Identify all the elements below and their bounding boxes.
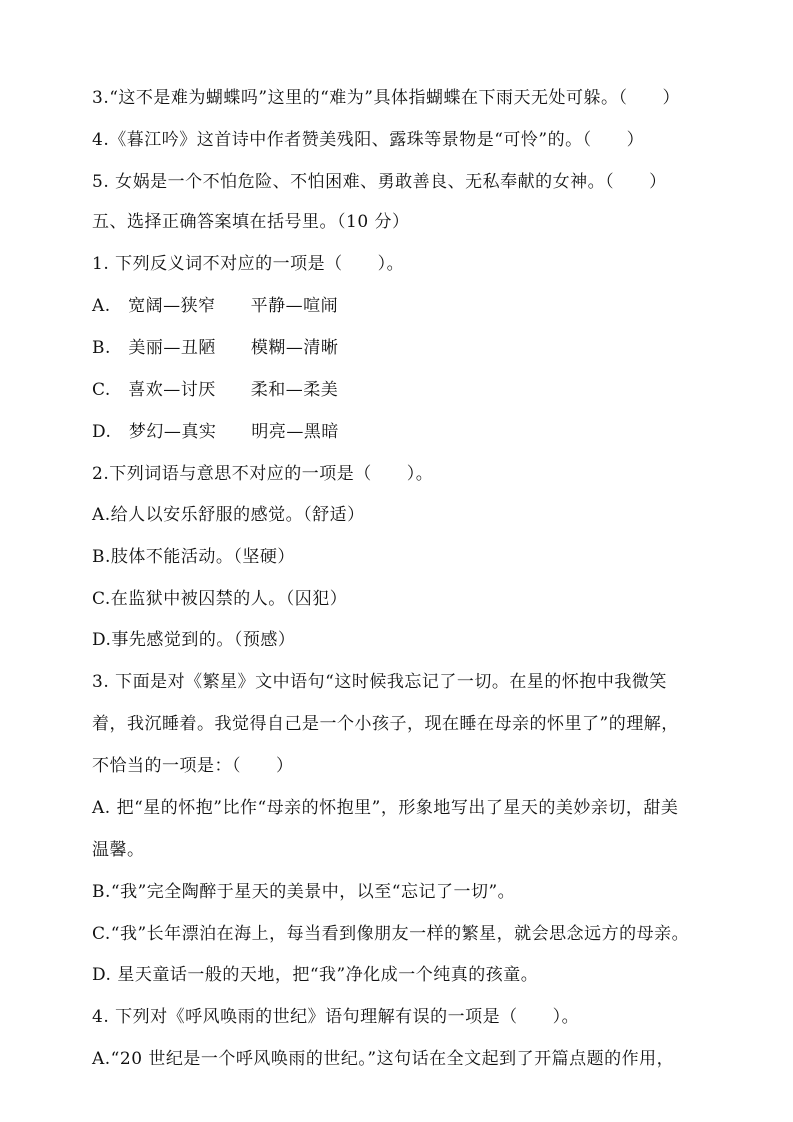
judgement-item-3: 3.“这不是难为蝴蝶吗”这里的“难为”具体指蝴蝶在下雨天无处可躲。（ ） — [92, 88, 680, 108]
question-1-stem: 1. 下列反义词不对应的一项是（ ）。 — [92, 254, 405, 274]
question-3-option-b: B.“我”完全陶醉于星天的美景中，以至“忘记了一切”。 — [92, 882, 516, 902]
question-1-option-c: C. 喜欢—讨厌 柔和—柔美 — [92, 380, 339, 400]
question-2-option-d: D.事先感觉到的。（预感） — [92, 630, 296, 650]
question-4-stem: 4. 下列对《呼风唤雨的世纪》语句理解有误的一项是（ ）。 — [92, 1007, 580, 1027]
question-3-option-a-line-1: A. 把“星的怀抱”比作“母亲的怀抱里”，形象地写出了星天的美妙亲切，甜美 — [92, 798, 679, 818]
question-3-option-c: C.“我”长年漂泊在海上，每当看到像朋友一样的繁星，就会思念远方的母亲。 — [92, 924, 690, 944]
question-3-stem-line-3: 不恰当的一项是：（ ） — [92, 756, 294, 776]
question-3-option-a-line-2: 温馨。 — [92, 840, 145, 860]
question-3-stem-line-1: 3. 下面是对《繁星》文中语句“这时候我忘记了一切。在星的怀抱中我微笑 — [92, 672, 667, 692]
question-2-stem: 2.下列词语与意思不对应的一项是（ ）。 — [92, 464, 434, 484]
question-1-option-b: B. 美丽—丑陋 模糊—清晰 — [92, 338, 339, 358]
question-2-option-b: B.肢体不能活动。（坚硬） — [92, 547, 295, 567]
question-1-option-a: A. 宽阔—狭窄 平静—喧闹 — [92, 296, 339, 316]
question-3-stem-line-2: 着，我沉睡着。我觉得自己是一个小孩子，现在睡在母亲的怀里了”的理解， — [92, 714, 679, 734]
judgement-item-5: 5. 女娲是一个不怕危险、不怕困难、勇敢善良、无私奉献的女神。（ ） — [92, 172, 667, 192]
question-2-option-c: C.在监狱中被囚禁的人。（囚犯） — [92, 589, 348, 609]
section-heading: 五、选择正确答案填在括号里。（10 分） — [92, 212, 410, 232]
question-3-option-d: D. 星天童话一般的天地，把“我”净化成一个纯真的孩童。 — [92, 965, 539, 985]
question-1-option-d: D. 梦幻—真实 明亮—黑暗 — [92, 422, 339, 442]
question-2-option-a: A.给人以安乐舒服的感觉。（舒适） — [92, 505, 365, 525]
judgement-item-4: 4.《暮江吟》这首诗中作者赞美残阳、露珠等景物是“可怜”的。（ ） — [92, 130, 645, 150]
question-4-option-a-line-1: A.“20 世纪是一个呼风唤雨的世纪。”这句话在全文起到了开篇点题的作用， — [92, 1049, 675, 1069]
